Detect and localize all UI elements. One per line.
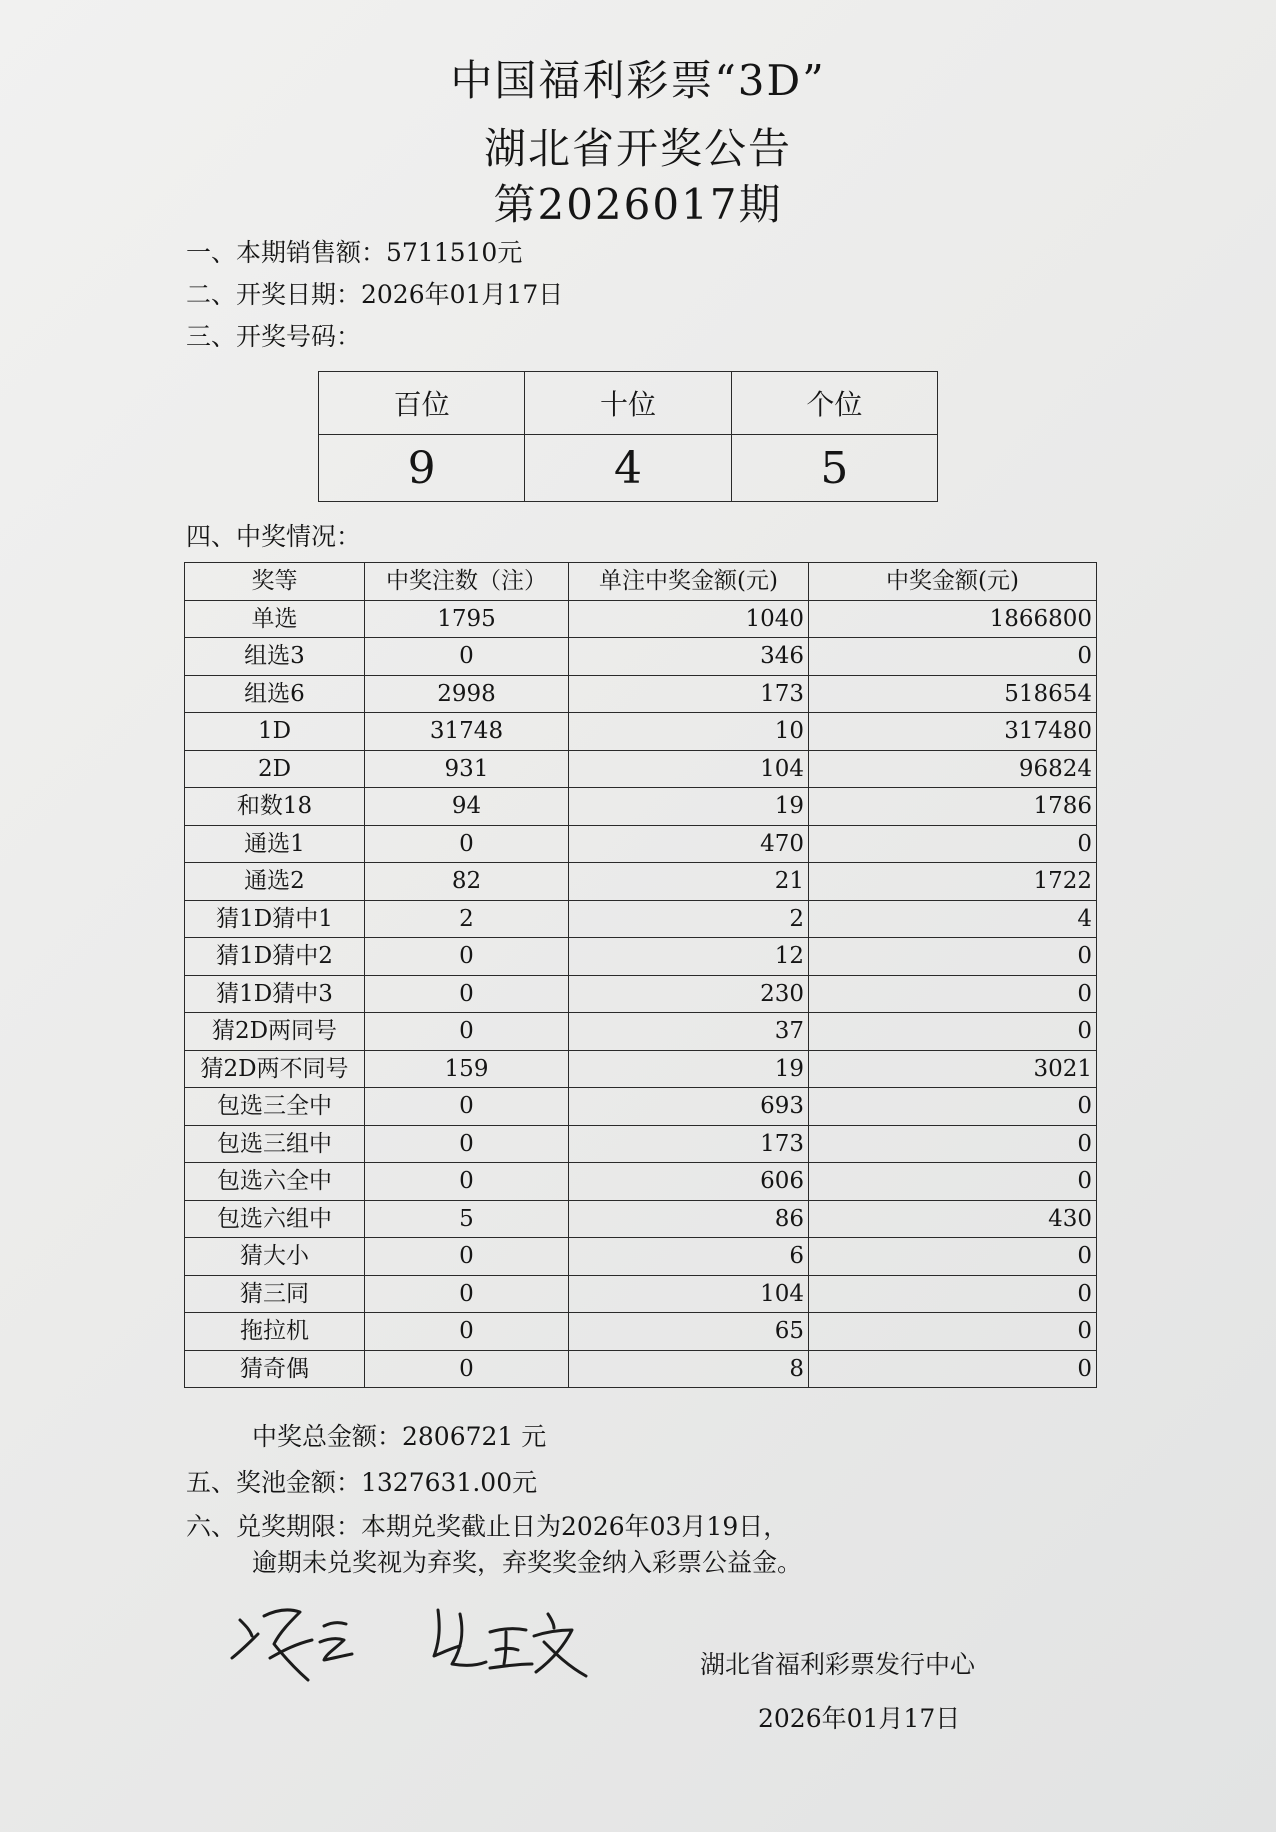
table-row xyxy=(185,1238,1097,1276)
prize-level-cell: 2D xyxy=(185,750,365,788)
unit-prize-cell: 104 xyxy=(569,750,809,788)
unit-prize-cell: 8 xyxy=(569,1350,809,1388)
winner-count-cell: 0 xyxy=(365,1313,569,1351)
total-prize-cell: 0 xyxy=(809,1125,1097,1163)
unit-prize-cell: 104 xyxy=(569,1275,809,1313)
total-prize-cell: 0 xyxy=(809,1275,1097,1313)
total-prize-cell: 518654 xyxy=(809,675,1097,713)
unit-prize-cell: 230 xyxy=(569,975,809,1013)
winner-count-cell: 31748 xyxy=(365,713,569,751)
tens-digit: 4 xyxy=(525,435,731,502)
total-prize-cell: 0 xyxy=(809,938,1097,976)
hundreds-digit: 9 xyxy=(319,435,525,502)
unit-prize-cell: 65 xyxy=(569,1313,809,1351)
tens-header: 十位 xyxy=(525,372,731,435)
winner-count-cell: 94 xyxy=(365,788,569,826)
prize-level-cell: 通选1 xyxy=(185,825,365,863)
winner-count-cell: 0 xyxy=(365,1275,569,1313)
unit-prize-cell: 693 xyxy=(569,1088,809,1126)
table-row xyxy=(185,750,1097,788)
prize-level-cell: 包选三组中 xyxy=(185,1125,365,1163)
table-row xyxy=(185,788,1097,826)
title-announcement: 湖北省开奖公告 xyxy=(483,124,792,173)
prize-table-header xyxy=(185,563,1097,601)
prize-level-cell: 包选六组中 xyxy=(185,1200,365,1238)
table-row xyxy=(185,938,1097,976)
total-prize-cell: 0 xyxy=(809,1163,1097,1201)
unit-prize-cell: 346 xyxy=(569,638,809,676)
column-header-winner-count: 中奖注数（注） xyxy=(365,563,569,601)
winner-count-cell: 5 xyxy=(365,1200,569,1238)
unit-prize-cell: 173 xyxy=(569,675,809,713)
total-prize-cell: 430 xyxy=(809,1200,1097,1238)
total-prize-cell: 0 xyxy=(809,1350,1097,1388)
winner-count-cell: 0 xyxy=(365,1088,569,1126)
unit-prize-cell: 12 xyxy=(569,938,809,976)
table-row xyxy=(185,713,1097,751)
total-prize-cell: 1786 xyxy=(809,788,1097,826)
unit-prize-cell: 37 xyxy=(569,1013,809,1051)
prize-level-cell: 单选 xyxy=(185,600,365,638)
title-issue-number: 第2026017期 xyxy=(493,180,783,229)
redeem-note: 逾期未兑奖视为弃奖，弃奖奖金纳入彩票公益金。 xyxy=(252,1548,803,1577)
winning-numbers-label: 三、开奖号码： xyxy=(186,322,362,351)
winner-count-cell: 159 xyxy=(365,1050,569,1088)
prize-level-cell: 猜2D两同号 xyxy=(185,1013,365,1051)
table-row xyxy=(185,863,1097,901)
redeem-deadline: 六、兑奖期限：本期兑奖截止日为2026年03月19日， xyxy=(186,1512,789,1541)
total-prize-cell: 0 xyxy=(809,975,1097,1013)
prize-level-cell: 1D xyxy=(185,713,365,751)
prize-pool-amount: 五、奖池金额：1327631.00元 xyxy=(186,1468,538,1497)
total-prize-cell: 96824 xyxy=(809,750,1097,788)
prize-level-cell: 包选三全中 xyxy=(185,1088,365,1126)
winner-count-cell: 2998 xyxy=(365,675,569,713)
prize-level-cell: 猜奇偶 xyxy=(185,1350,365,1388)
prize-table xyxy=(184,562,1097,1388)
winner-count-cell: 0 xyxy=(365,1013,569,1051)
ones-header: 个位 xyxy=(731,372,937,435)
table-row xyxy=(185,675,1097,713)
winner-count-cell: 1795 xyxy=(365,600,569,638)
prize-level-cell: 组选3 xyxy=(185,638,365,676)
total-prize-cell: 0 xyxy=(809,1013,1097,1051)
unit-prize-cell: 1040 xyxy=(569,600,809,638)
issue-date: 2026年01月17日 xyxy=(758,1704,961,1733)
prize-section-label: 四、中奖情况： xyxy=(186,522,362,551)
total-prize-cell: 0 xyxy=(809,638,1097,676)
column-header-prize-level: 奖等 xyxy=(185,563,365,601)
prize-level-cell: 组选6 xyxy=(185,675,365,713)
prize-level-cell: 猜三同 xyxy=(185,1275,365,1313)
total-prize-cell: 0 xyxy=(809,825,1097,863)
total-prize-cell: 0 xyxy=(809,1088,1097,1126)
total-prize-cell: 3021 xyxy=(809,1050,1097,1088)
total-prize-amount: 中奖总金额：2806721 元 xyxy=(252,1422,547,1451)
title-lottery-name: 中国福利彩票“3D” xyxy=(450,56,826,105)
prize-level-cell: 猜1D猜中2 xyxy=(185,938,365,976)
winner-count-cell: 0 xyxy=(365,1350,569,1388)
table-row xyxy=(185,1350,1097,1388)
table-row xyxy=(185,600,1097,638)
handwritten-signature xyxy=(228,1592,608,1692)
table-row xyxy=(185,638,1097,676)
table-row xyxy=(185,1013,1097,1051)
unit-prize-cell: 606 xyxy=(569,1163,809,1201)
prize-level-cell: 和数18 xyxy=(185,788,365,826)
unit-prize-cell: 19 xyxy=(569,788,809,826)
table-row xyxy=(185,1275,1097,1313)
unit-prize-cell: 6 xyxy=(569,1238,809,1276)
winner-count-cell: 2 xyxy=(365,900,569,938)
winner-count-cell: 0 xyxy=(365,1125,569,1163)
total-prize-cell: 0 xyxy=(809,1313,1097,1351)
unit-prize-cell: 19 xyxy=(569,1050,809,1088)
unit-prize-cell: 10 xyxy=(569,713,809,751)
winner-count-cell: 0 xyxy=(365,1163,569,1201)
winner-count-cell: 0 xyxy=(365,1238,569,1276)
issuing-organization: 湖北省福利彩票发行中心 xyxy=(700,1650,976,1679)
prize-level-cell: 拖拉机 xyxy=(185,1313,365,1351)
column-header-unit-prize: 单注中奖金额(元) xyxy=(569,563,809,601)
total-prize-cell: 1866800 xyxy=(809,600,1097,638)
total-prize-cell: 0 xyxy=(809,1238,1097,1276)
table-row xyxy=(185,975,1097,1013)
unit-prize-cell: 21 xyxy=(569,863,809,901)
winner-count-cell: 0 xyxy=(365,638,569,676)
winner-count-cell: 931 xyxy=(365,750,569,788)
table-row xyxy=(185,1200,1097,1238)
table-row xyxy=(185,900,1097,938)
unit-prize-cell: 173 xyxy=(569,1125,809,1163)
total-prize-cell: 1722 xyxy=(809,863,1097,901)
prize-level-cell: 猜1D猜中1 xyxy=(185,900,365,938)
table-row xyxy=(185,1163,1097,1201)
total-prize-cell: 4 xyxy=(809,900,1097,938)
table-row xyxy=(185,1088,1097,1126)
hundreds-header: 百位 xyxy=(319,372,525,435)
prize-level-cell: 包选六全中 xyxy=(185,1163,365,1201)
prize-level-cell: 猜2D两不同号 xyxy=(185,1050,365,1088)
unit-prize-cell: 470 xyxy=(569,825,809,863)
prize-level-cell: 猜1D猜中3 xyxy=(185,975,365,1013)
table-row xyxy=(185,1313,1097,1351)
table-row xyxy=(185,825,1097,863)
winner-count-cell: 0 xyxy=(365,975,569,1013)
winner-count-cell: 0 xyxy=(365,825,569,863)
unit-prize-cell: 2 xyxy=(569,900,809,938)
unit-prize-cell: 86 xyxy=(569,1200,809,1238)
winner-count-cell: 0 xyxy=(365,938,569,976)
sales-amount: 一、本期销售额：5711510元 xyxy=(186,238,523,267)
column-header-total-prize: 中奖金额(元) xyxy=(809,563,1097,601)
prize-level-cell: 通选2 xyxy=(185,863,365,901)
draw-date: 二、开奖日期：2026年01月17日 xyxy=(186,280,564,309)
winning-numbers-table xyxy=(318,371,938,502)
prize-level-cell: 猜大小 xyxy=(185,1238,365,1276)
ones-digit: 5 xyxy=(731,435,937,502)
table-row xyxy=(185,1125,1097,1163)
winner-count-cell: 82 xyxy=(365,863,569,901)
table-row xyxy=(185,1050,1097,1088)
total-prize-cell: 317480 xyxy=(809,713,1097,751)
